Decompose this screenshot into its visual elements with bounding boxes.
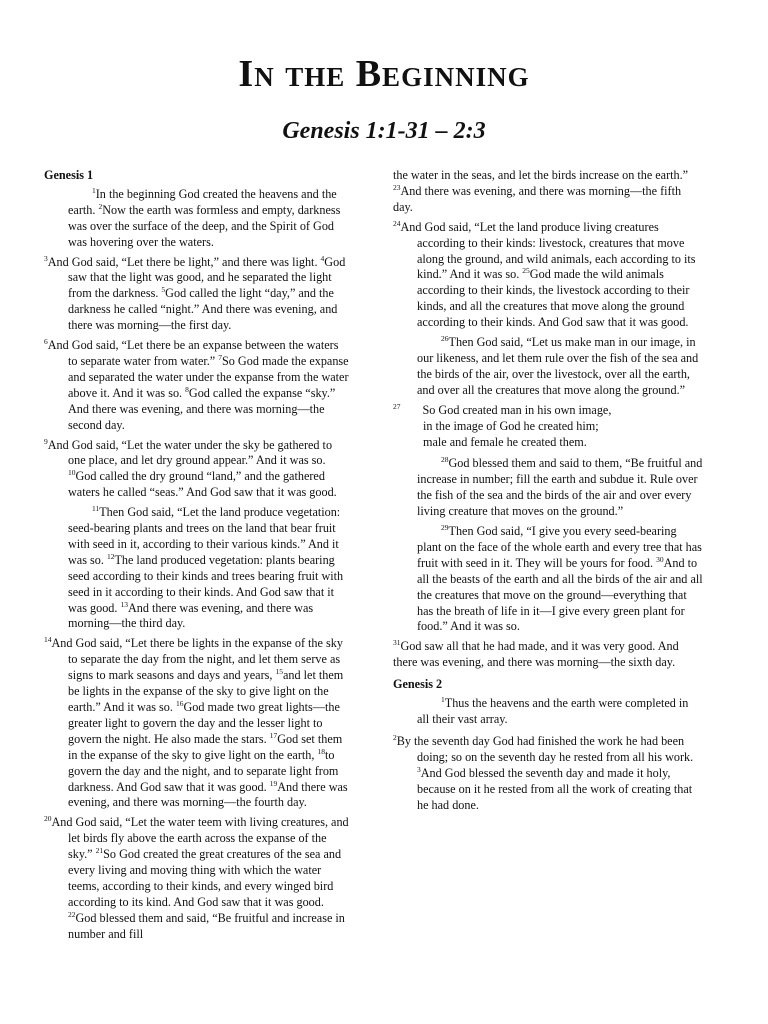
verse-text: Then God said, “Let us make man in our image, in our likeness, and let them rule over the fish of the sea and the birds of the air, over the livestock, over all the earth, and over all the creatures that move along the ground.”	[417, 335, 699, 397]
verse-number: 20	[44, 814, 52, 824]
verse-paragraph-11	[44, 505, 350, 632]
chapter-heading-genesis-2: Genesis 2	[393, 677, 443, 692]
verse-number: 3	[44, 253, 48, 263]
verse-number: 6	[44, 337, 48, 347]
verse-text: and let them be lights in the expanse of the sky to give light on the earth.” And it was so.	[68, 668, 344, 714]
verse-text: And there was evening, and there was morning—the third day.	[68, 600, 314, 631]
verse-text: And there was evening, and there was morning—the fifth day.	[393, 183, 682, 214]
verse-paragraph-3	[44, 255, 350, 335]
left-column	[44, 168, 350, 947]
verse-text: In the beginning God created the heavens and the earth.	[68, 186, 337, 217]
verse-number: 15	[275, 667, 283, 677]
verse-text: God called the dry ground “land,” and the gathered waters he called “seas.” And God saw that it was good.	[68, 469, 337, 500]
page-title: In the Beginning	[238, 53, 530, 95]
verse-text: God saw that the light was good, and he separated the light from the darkness.	[68, 254, 346, 301]
verse-paragraph-29	[393, 524, 703, 635]
verse-number: 30	[656, 554, 664, 564]
verse-text: Thus the heavens and the earth were completed in all their vast array.	[417, 696, 689, 726]
verse-number: 19	[269, 778, 278, 788]
verse-text: Then God said, “I give you every seed-bearing plant on the face of the whole earth and every tree that has fruit with seed in it. They will be yours for food.	[417, 524, 702, 570]
verse-paragraph-9	[44, 438, 350, 502]
verse-number: 18	[317, 746, 325, 756]
verse-number: 4	[320, 253, 325, 263]
verse-text: The land produced vegetation: plants bearing seed according to their kinds and trees bearing fruit with seed in it according to their kinds. And God saw that it was good.	[68, 552, 344, 615]
verse-text: God called the light “day,” and the darkness he called “night.” And there was evening, and there was morning—the first day.	[68, 286, 338, 333]
verse-paragraph-2-2	[393, 734, 703, 814]
verse-number: 10	[68, 468, 76, 478]
verse-number: 13	[120, 599, 128, 609]
verse-number: 24	[393, 218, 401, 228]
poem-line: in the image of God he created him;	[423, 418, 599, 433]
verse-number: 26	[441, 334, 449, 344]
verse-text: God blessed them and said to them, “Be fruitful and increase in number; fill the earth and subdue it. Rule over the fish of the sea and the birds of the air and over every living creature that moves on the ground.”	[417, 456, 703, 519]
verse-text: God made the wild animals according to their kinds, the livestock according to their kinds, and all the creatures that move along the ground according to their kinds. And God saw that it was good.	[417, 267, 690, 330]
verse-number: 5	[161, 285, 166, 295]
verse-text: And God blessed the seventh day and made it holy, because on it he rested from all the work of creating that he had done.	[417, 765, 693, 812]
right-column	[393, 168, 703, 817]
poem-line	[393, 403, 703, 419]
verse-text: the water in the seas, and let the birds increase on the earth.”	[393, 168, 689, 182]
verse-number: 12	[106, 551, 115, 561]
verse-number: 25	[522, 266, 530, 276]
verse-paragraph-6	[44, 338, 350, 433]
verse-text: And there was evening, and there was morning—the fourth day.	[68, 779, 348, 810]
verse-text: So God made the expanse and separated the water under the expanse from the water above it. And it was so.	[68, 353, 349, 400]
poem-line: male and female he created them.	[423, 434, 587, 449]
verse-number: 1	[92, 185, 96, 195]
verse-number: 22	[68, 909, 76, 919]
verse-text: And God said, “Let the water under the sky be gathered to one place, and let dry ground appear.” And it was so.	[47, 437, 333, 468]
verse-text: By the seventh day God had finished the work he had been doing; so on the seventh day he rested from all his work.	[396, 733, 694, 764]
verse-text: God made two great lights—the greater light to govern the day and the lesser light to govern the night. He also made the stars.	[68, 700, 340, 746]
verse-paragraph-1	[44, 187, 350, 251]
verse-paragraph-26	[393, 335, 703, 399]
verse-text: Then God said, “Let the land produce vegetation: seed-bearing plants and trees on the land that bear fruit with seed in it, according to their various kinds.” And it was so.	[68, 505, 341, 567]
verse-text: And God said, “Let there be light,” and there was light.	[47, 254, 321, 269]
verse-number: 14	[44, 635, 52, 645]
page-subtitle: Genesis 1:1-31 – 2:3	[282, 118, 486, 144]
verse-number: 23	[393, 182, 401, 192]
verse-text: And God said, “Let the land produce living creatures according to their kinds: livestock, creatures that move along the ground, and wild animals, each according to its kind.” And it was so.	[400, 219, 696, 282]
verse-text: And God said, “Let there be lights in the expanse of the sky to separate the day from the night, and let them serve as signs to mark seasons and days and years,	[51, 636, 343, 683]
verse-number: 31	[393, 638, 401, 648]
verse-number: 11	[92, 504, 100, 514]
verse-number: 7	[218, 352, 222, 362]
verse-number: 9	[44, 436, 48, 446]
verse-paragraph-28	[393, 456, 703, 520]
verse-number: 3	[417, 764, 421, 774]
verse-number: 27	[393, 401, 401, 411]
verse-paragraph-22-cont	[393, 168, 703, 216]
verse-number: 29	[441, 523, 449, 533]
verse-text: And to all the beasts of the earth and all the birds of the air and all the creatures that move on the ground—everything that has the breath of life in it—I give every green plant for food.” And it was so.	[417, 555, 703, 634]
verse-paragraph-2-1	[393, 696, 703, 728]
verse-number: 28	[441, 455, 449, 465]
verse-number: 8	[185, 384, 189, 394]
verse-text: And God said, “Let there be an expanse between the waters to separate water from water.”	[47, 338, 339, 368]
verse-text: God blessed them and said, “Be fruitful and increase in number and fill	[68, 910, 345, 941]
verse-text: And God said, “Let the water teem with living creatures, and let birds fly above the earth across the expanse of the sky.”	[51, 815, 349, 862]
verse-paragraph-31	[393, 639, 703, 671]
verse-paragraph-20	[44, 815, 350, 942]
verse-text: God called the expanse “sky.” And there was evening, and there was morning—the second day.	[68, 385, 336, 432]
verse-number: 1	[441, 695, 445, 705]
verse-paragraph-14	[44, 636, 350, 811]
verse-text: So God created the great creatures of the sea and every living and moving thing with which the water teems, according to their kinds, and every winged bird according to its kind. And God saw that it was good.	[68, 847, 342, 909]
verse-text: to govern the day and the night, and to separate light from darkness. And God saw that it was good.	[68, 747, 339, 794]
verse-poem-27	[393, 403, 703, 451]
poem-line-text: So God created man in his own image,	[422, 402, 612, 417]
verse-number: 21	[95, 846, 104, 856]
verse-text: God set them in the expanse of the sky to give light on the earth,	[68, 731, 343, 762]
verse-number: 2	[393, 732, 397, 742]
verse-number: 17	[269, 730, 278, 740]
verse-text: God saw all that he had made, and it was very good. And there was evening, and there was morning—the sixth day.	[393, 639, 679, 670]
verse-paragraph-24	[393, 220, 703, 331]
verse-text: Now the earth was formless and empty, darkness was over the surface of the deep, and the Spirit of God was hovering over the waters.	[68, 202, 341, 249]
verse-number: 16	[175, 699, 184, 708]
chapter-heading-genesis-1: Genesis 1	[44, 168, 94, 182]
verse-number: 2	[98, 201, 103, 211]
